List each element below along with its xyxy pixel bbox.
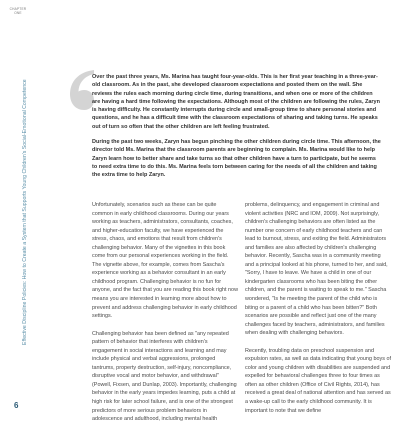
vignette-box [92,73,382,187]
body-paragraph: Unfortunately, scenarios such as these can be quite common in early childhood classrooms. During our years working as teachers, administrators, consultants, coaches, and higher-education faculty, we have experienced the stress, chaos, and emotions that result from children's challenging behavior. Many of the vignettes in this book come from our personal experiences working in the field. The vignette above, for example, comes from Sascha's experience working as a behavior consultant in an early childhood program. Challenging behavior is no fun for anyone, and the fact that you are reading this book right now means you are interested in learning more about how to prevent and address challenging behavior in early childhood settings. [92,202,239,320]
sidebar-book-title: Effective Discipline Policies: How to Create a System that Supports Young Children's Social-Emotional Competence [22,79,28,345]
chapter-label-line2: ONE [14,11,22,15]
chapter-label [8,7,28,15]
body-column-right [245,201,391,424]
body-paragraph: Recently, troubling data on preschool suspension and expulsion rates, as well as data indicating that young boys of color and young children with disabilities are suspended and expelled for behavioral challenges three to four times as often as other children (Office of Civil Rights, 2014), has received a great deal of national attention and has served as a wake-up call to the early childhood community. It is important to note that we define [245,347,391,414]
page-number: 6 [14,401,19,410]
body-paragraph: problems, delinquency, and engagement in criminal and violent activities (NRC and IOM, 2009). Not surprisingly, children's challenging behaviors are often listed as the number one concern of early childhood teachers and can lead to burnout, stress, and exiting the field. Administrators and families are also affected by children's challenging behavior. Recently, Sascha was in a community meeting and a principal looked at his phone, turned to her, and said, "Sorry, I have to leave. We have a child in one of our kindergarten classrooms who has been biting the other children, and the parent is waiting to speak to me." Sascha wondered, "Is he meeting the parent of the child who is biting or a parent of a child who has been bitten?" Both scenarios are possible and reflect just one of the many challenges faced by teachers, administrators, and families when dealing with challenging behaviors. [245,202,388,337]
vignette-paragraph: During the past two weeks, Zaryn has begun pinching the other children during circle time. This afternoon, the director told Ms. Marina that the classroom parents are beginning to complain. Ms. Marina would like to help Zaryn learn how to better share and take turns so that other children have a turn to participate, but he seems to need extra time to do this. Ms. Marina feels torn between caring for the needs of all the children and taking the extra time to help Zaryn. [92,139,381,179]
body-column-left [92,201,238,433]
vignette-paragraph: Over the past three years, Ms. Marina has taught four-year-olds. This is her first year teaching in a three-year-old classroom. As in the past, she developed classroom expectations and posted them on the wall. She reviews the rules each morning during circle time, during transitions, and when one or more of the children are having a hard time following the expectations. Although most of the children are following the rules, Zaryn is having difficulty. He constantly interrupts during circle and small-group time to share personal stories and questions, and he has a difficult time with the classroom expectations of sharing and taking turns. He speaks out of turn so often that the other children are left feeling frustrated. [92,74,380,130]
chapter-label-line1: CHAPTER [9,7,27,11]
body-paragraph: Challenging behavior has been defined as "any repeated pattern of behavior that interferes with children's engagement in social interactions and learning and may include physical and verbal aggressions, prolonged tantrums, property destruction, self-injury, noncompliance, disruptive vocal and motor behavior, and withdrawal" (Powell, Fixsen, and Dunlap, 2003). Importantly, challenging behavior in the early years impedes learning, puts a child at high risk for later school failure, and is one of the strongest predictors of more serious problem behaviors in adolescence and adulthood, including mental health [92,330,237,423]
